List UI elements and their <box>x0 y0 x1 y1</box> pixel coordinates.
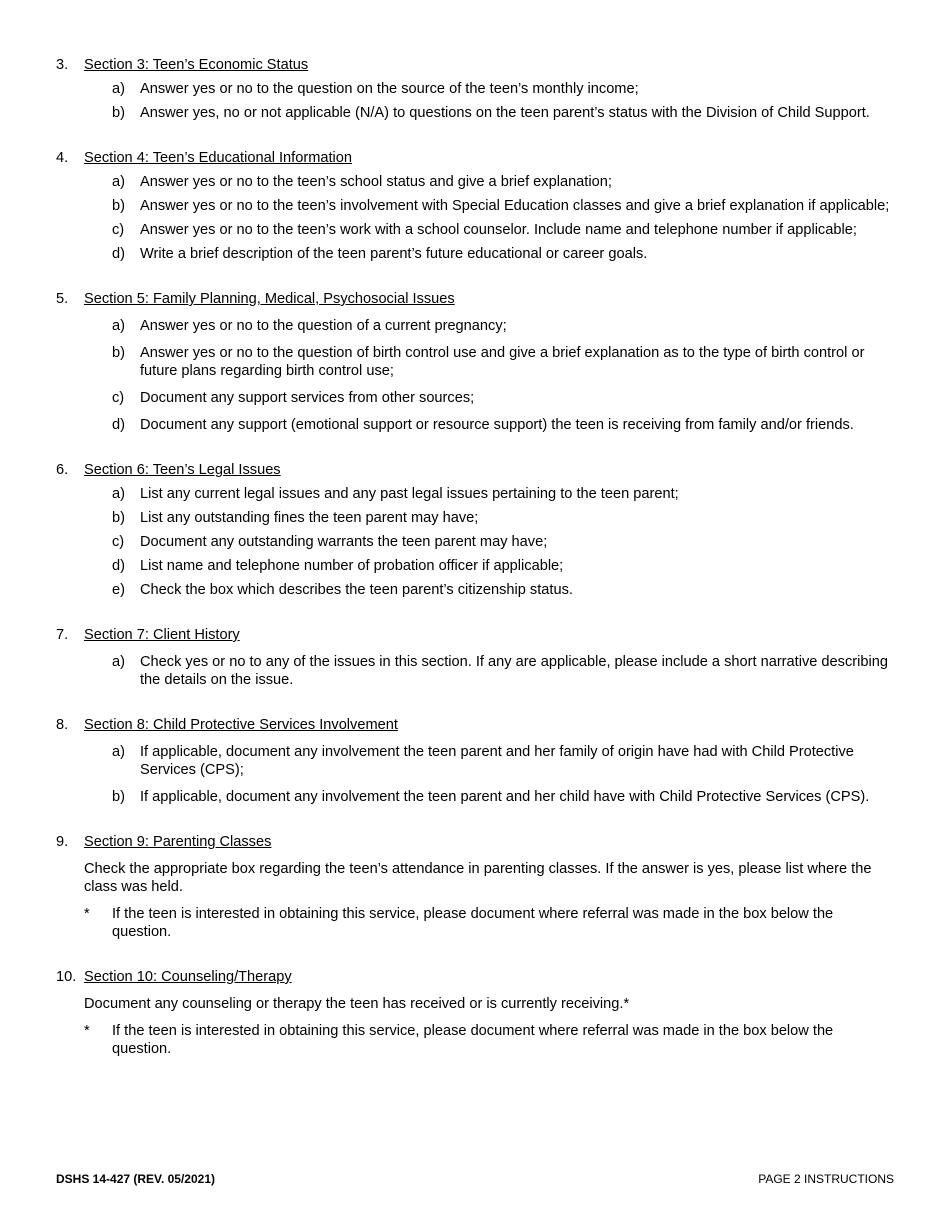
section-heading <box>56 149 896 167</box>
list-item <box>112 245 896 263</box>
note-text: If the teen is interested in obtaining this service, please document where referral was made in the box below the question. <box>112 906 834 940</box>
list-item <box>112 788 896 806</box>
section-number: 5. <box>56 291 69 307</box>
item-letter: a) <box>112 174 125 190</box>
item-letter: d) <box>112 558 125 574</box>
section-items <box>112 653 896 689</box>
list-item <box>112 389 896 407</box>
item-text: If applicable, document any involvement the teen parent and her family of origin have had with Child Protective Services (CPS); <box>140 744 854 778</box>
section-items <box>112 743 896 806</box>
item-letter: c) <box>112 222 125 238</box>
item-letter: a) <box>112 81 125 97</box>
list-item <box>112 221 896 239</box>
section-10 <box>56 968 896 1058</box>
list-item <box>112 485 896 503</box>
list-item <box>112 743 896 779</box>
section-heading <box>56 290 896 308</box>
section-items <box>112 80 896 122</box>
section-3 <box>56 56 896 122</box>
item-text: Answer yes or no to the question of birth control use and give a brief explanation as to the type of birth control or future plans regarding birth control use; <box>140 345 865 379</box>
list-item <box>112 104 896 122</box>
list-item <box>112 317 896 335</box>
section-number: 6. <box>56 462 69 478</box>
item-text: Document any support services from other sources; <box>140 390 475 406</box>
item-text: List any current legal issues and any past legal issues pertaining to the teen parent; <box>140 486 679 502</box>
item-text: Answer yes or no to the teen’s school status and give a brief explanation; <box>140 174 612 190</box>
item-letter: b) <box>112 105 125 121</box>
section-number: 3. <box>56 57 69 73</box>
item-letter: c) <box>112 534 125 550</box>
item-text: Answer yes or no to the teen’s involvement with Special Education classes and give a brief explanation if applicable; <box>140 198 890 214</box>
item-letter: a) <box>112 744 125 760</box>
note-text: If the teen is interested in obtaining this service, please document where referral was made in the box below the question. <box>112 1023 834 1057</box>
section-items <box>112 317 896 434</box>
section-items <box>112 485 896 599</box>
page-label: PAGE 2 INSTRUCTIONS <box>758 1172 894 1186</box>
item-letter: c) <box>112 390 125 406</box>
section-title: Section 10: Counseling/Therapy <box>84 969 292 985</box>
referral-note <box>84 1022 896 1058</box>
section-paragraph: Check the appropriate box regarding the teen’s attendance in parenting classes. If the answer is yes, please list where the class was held. <box>84 861 872 895</box>
item-letter: a) <box>112 654 125 670</box>
list-item <box>112 653 896 689</box>
item-text: List any outstanding fines the teen parent may have; <box>140 510 479 526</box>
section-title: Section 6: Teen’s Legal Issues <box>84 462 281 478</box>
section-number: 9. <box>56 834 69 850</box>
section-title: Section 3: Teen’s Economic Status <box>84 57 309 73</box>
item-text: Document any support (emotional support or resource support) the teen is receiving from family and/or friends. <box>140 417 854 433</box>
section-number: 4. <box>56 150 69 166</box>
section-title: Section 5: Family Planning, Medical, Psychosocial Issues <box>84 291 455 307</box>
section-title: Section 8: Child Protective Services Involvement <box>84 717 398 733</box>
item-text: If applicable, document any involvement the teen parent and her child have with Child Protective Services (CPS). <box>140 789 870 805</box>
instructions-content <box>56 56 896 1085</box>
section-5 <box>56 290 896 434</box>
section-heading <box>56 461 896 479</box>
section-7 <box>56 626 896 689</box>
item-letter: d) <box>112 246 125 262</box>
section-9 <box>56 833 896 941</box>
item-text: Answer yes or no to the question of a current pregnancy; <box>140 318 507 334</box>
item-text: Answer yes, no or not applicable (N/A) to questions on the teen parent’s status with the Division of Child Support. <box>140 105 870 121</box>
item-letter: e) <box>112 582 125 598</box>
item-text: Answer yes or no to the question on the source of the teen’s monthly income; <box>140 81 639 97</box>
asterisk-mark: * <box>84 906 90 922</box>
item-text: Write a brief description of the teen parent’s future educational or career goals. <box>140 246 648 262</box>
list-item <box>112 581 896 599</box>
form-id: DSHS 14-427 (REV. 05/2021) <box>56 1172 215 1186</box>
list-item <box>112 80 896 98</box>
list-item <box>112 557 896 575</box>
section-heading <box>56 716 896 734</box>
list-item <box>112 173 896 191</box>
section-heading <box>56 833 896 851</box>
section-items <box>112 173 896 263</box>
section-4 <box>56 149 896 263</box>
item-text: Document any outstanding warrants the teen parent may have; <box>140 534 548 550</box>
section-6 <box>56 461 896 599</box>
section-title: Section 4: Teen’s Educational Information <box>84 150 352 166</box>
item-letter: a) <box>112 318 125 334</box>
referral-note <box>84 905 896 941</box>
list-item <box>112 533 896 551</box>
list-item <box>112 416 896 434</box>
section-heading <box>56 968 896 986</box>
list-item <box>112 197 896 215</box>
section-heading <box>56 56 896 74</box>
asterisk-mark: * <box>84 1023 90 1039</box>
item-text: Answer yes or no to the teen’s work with a school counselor. Include name and telephone number if applicable; <box>140 222 857 238</box>
item-text: Check the box which describes the teen parent’s citizenship status. <box>140 582 573 598</box>
section-number: 8. <box>56 717 69 733</box>
section-8 <box>56 716 896 806</box>
section-number: 7. <box>56 627 69 643</box>
item-letter: b) <box>112 789 125 805</box>
section-number: 10. <box>56 969 77 985</box>
section-heading <box>56 626 896 644</box>
item-text: Check yes or no to any of the issues in this section. If any are applicable, please include a short narrative describing the details on the issue. <box>140 654 888 688</box>
list-item <box>112 509 896 527</box>
item-text: List name and telephone number of probation officer if applicable; <box>140 558 564 574</box>
item-letter: b) <box>112 345 125 361</box>
section-title: Section 7: Client History <box>84 627 240 643</box>
item-letter: a) <box>112 486 125 502</box>
page-footer <box>56 1172 894 1186</box>
section-paragraph: Document any counseling or therapy the teen has received or is currently receiving.* <box>84 996 630 1012</box>
item-letter: b) <box>112 198 125 214</box>
item-letter: b) <box>112 510 125 526</box>
section-title: Section 9: Parenting Classes <box>84 834 272 850</box>
item-letter: d) <box>112 417 125 433</box>
list-item <box>112 344 896 380</box>
